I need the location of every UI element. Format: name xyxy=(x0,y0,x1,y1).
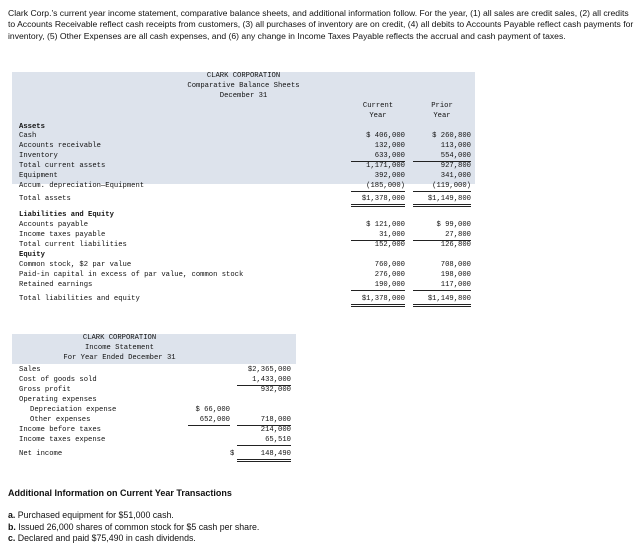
income-statement xyxy=(12,334,296,462)
bs-total-assets: Total assets $1,378,000 $1,149,800 xyxy=(12,194,475,204)
col-prior-1: Prior xyxy=(431,102,453,110)
is-row: Other expenses 652,000 718,000 xyxy=(30,416,291,424)
is-period: For Year Ended December 31 xyxy=(63,354,176,362)
is-row: Operating expenses xyxy=(19,396,97,404)
bs-row: Inventory 633,000 554,000 xyxy=(19,152,471,160)
bs-row: Common stock, $2 par value 760,000 708,000 xyxy=(19,261,471,269)
bs-row: Total current assets 1,171,000 927,800 xyxy=(19,162,471,170)
bs-row: Accounts payable $ 121,000 $ 99,000 xyxy=(19,221,471,229)
is-row: Gross profit 932,000 xyxy=(19,386,291,394)
is-company: CLARK CORPORATION xyxy=(82,334,157,342)
is-row: Cost of goods sold 1,433,000 xyxy=(19,376,291,384)
liabilities-heading: Liabilities and Equity xyxy=(19,211,114,219)
is-net-income: Net income $ 148,490 xyxy=(12,449,296,459)
problem-intro: Clark Corp.'s current year income statement, comparative balance sheets, and additional information follow. For the year, (1) all sales are credit sales, (2) all credits to Accounts Receivable reflect cash receipts from customers, (3) all purchases of inventory are on credit, (4) all debits to Accounts Payable reflect cash payments for inventory, (5) Other Expenses are all cash expenses, and (6) any change in Income Taxes Payable reflects the accrual and cash payment of taxes. xyxy=(8,8,634,41)
bs-company: CLARK CORPORATION xyxy=(206,72,281,80)
bs-title: Comparative Balance Sheets xyxy=(187,82,300,90)
is-row: Income taxes expense 65,510 xyxy=(19,436,291,444)
bs-row: Accum. depreciation—Equipment (185,000) (119,000) xyxy=(19,182,471,190)
col-current-2: Year xyxy=(369,112,387,120)
bs-row: Total current liabilities 152,000 126,800 xyxy=(19,241,471,249)
is-title: Income Statement xyxy=(84,344,154,352)
equity-heading: Equity xyxy=(19,251,45,259)
bs-row: Retained earnings 190,000 117,000 xyxy=(19,281,471,289)
col-prior-2: Year xyxy=(433,112,451,120)
assets-heading: Assets xyxy=(19,123,45,131)
bs-total-liabilities-equity: Total liabilities and equity $1,378,000 $1,149,800 xyxy=(12,294,475,304)
bs-row: Accounts receivable 132,000 113,000 xyxy=(19,142,471,150)
bs-row: Income taxes payable 31,000 27,800 xyxy=(19,231,471,239)
bs-row: Cash $ 406,000 $ 260,800 xyxy=(19,132,471,140)
is-row: Depreciation expense $ 66,000 xyxy=(30,406,230,414)
col-current-1: Current xyxy=(362,102,394,110)
additional-info-title: Additional Information on Current Year Transactions xyxy=(8,488,232,498)
bs-row: Paid-in capital in excess of par value, common stock 276,000 198,000 xyxy=(19,271,471,279)
bs-row: Equipment 392,000 341,000 xyxy=(19,172,471,180)
list-item: a. Purchased equipment for $51,000 cash. xyxy=(8,510,174,520)
is-row: Income before taxes 214,000 xyxy=(19,426,291,434)
list-item: b. Issued 26,000 shares of common stock for $5 cash per share. xyxy=(8,521,260,532)
bs-date: December 31 xyxy=(219,92,268,100)
list-item: c. Declared and paid $75,490 in cash dividends. xyxy=(8,533,196,543)
balance-sheet xyxy=(12,72,475,308)
is-row: Sales $2,365,000 xyxy=(19,366,291,374)
additional-info-list xyxy=(8,510,259,545)
